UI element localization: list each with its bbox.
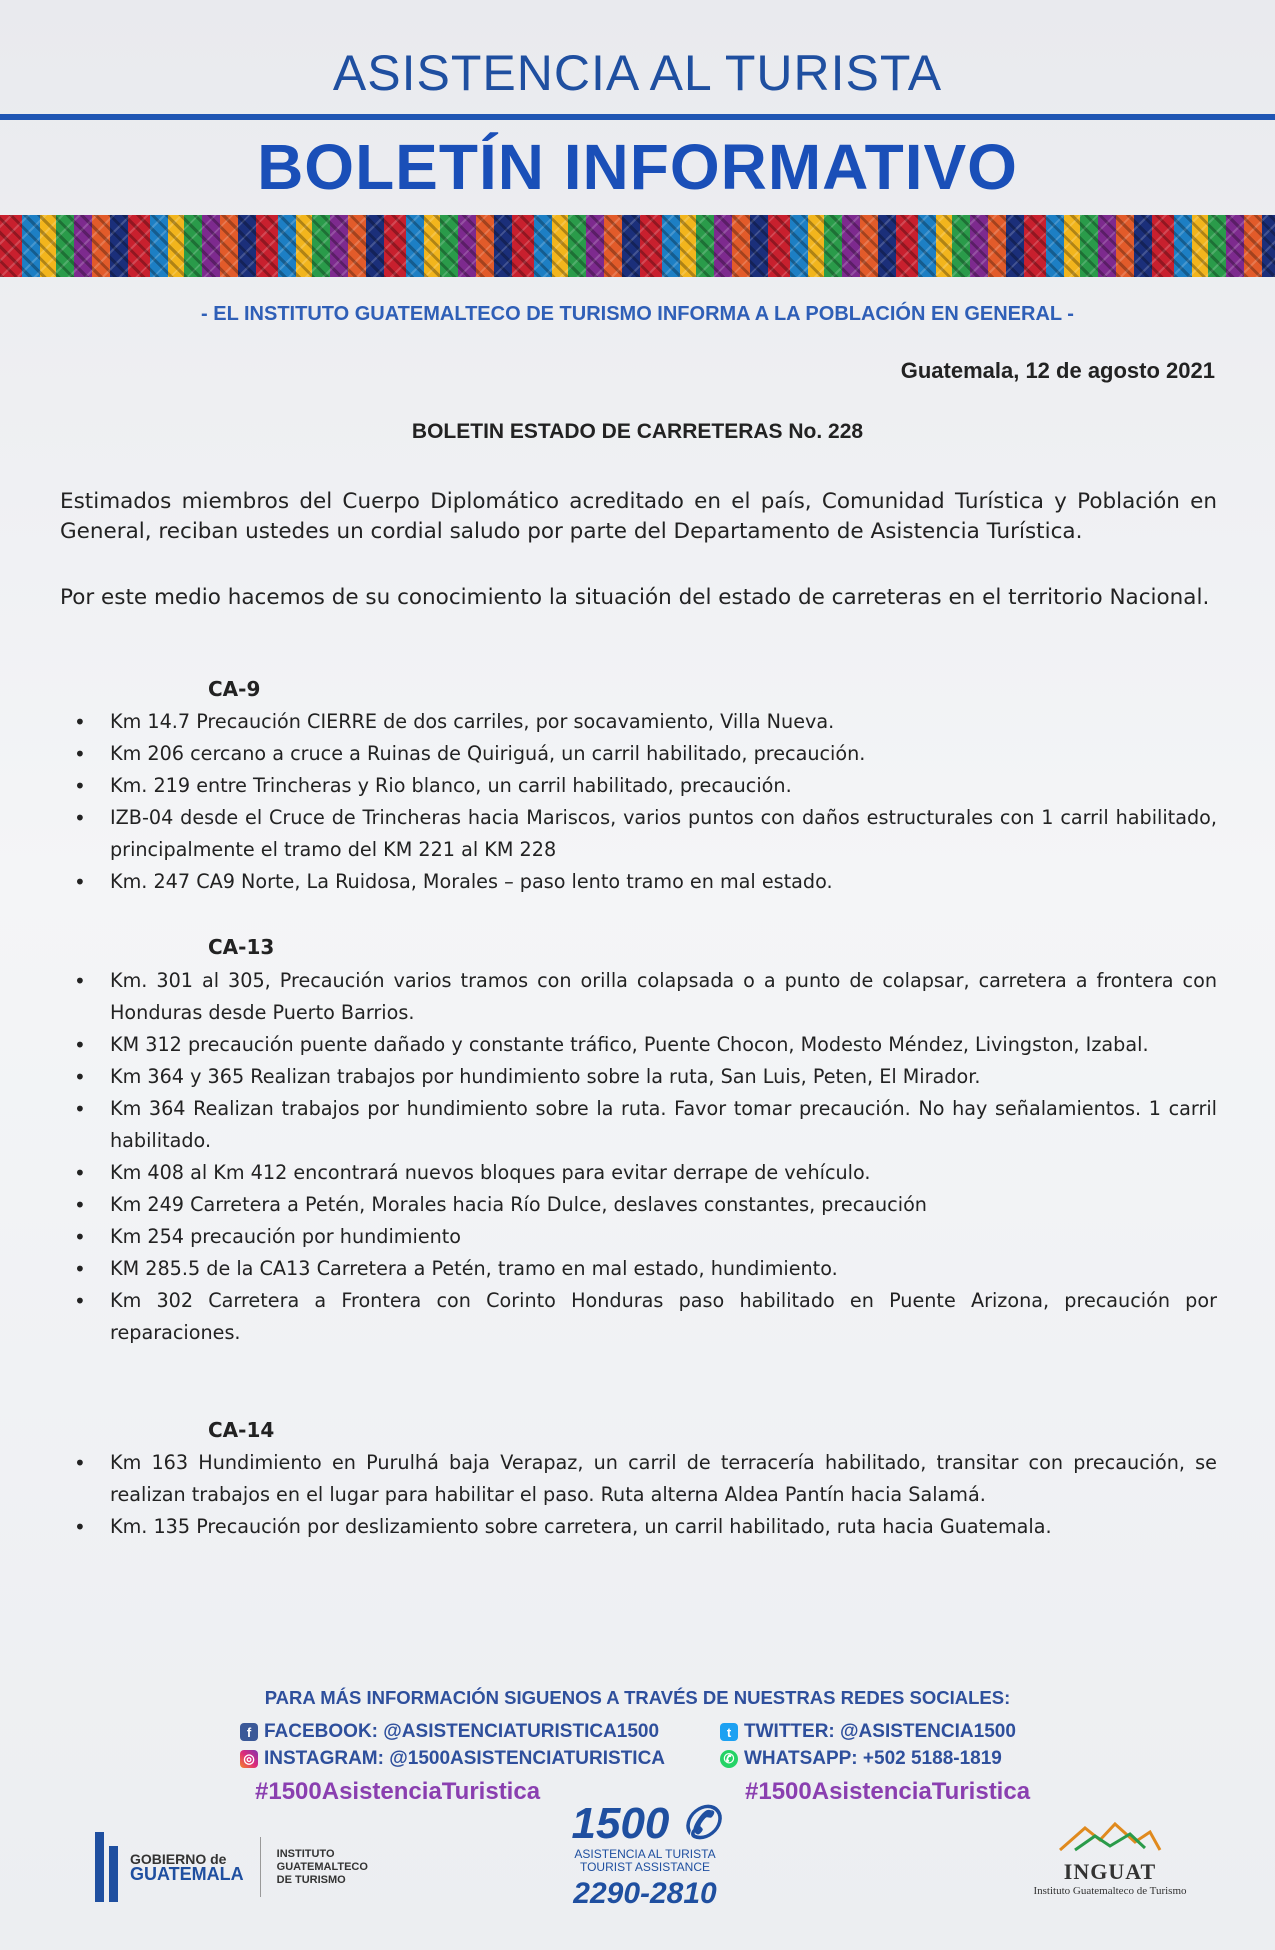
logo-number: 1500 ✆: [571, 1799, 719, 1848]
section-list-ca13: [60, 965, 1217, 1349]
intro-paragraph-1: Estimados miembros del Cuerpo Diplomático acreditado en el país, Comunidad Turística y Población en General, reciban ustedes un cordial saludo por parte del Departamento de Asistencia Turística.: [60, 489, 1217, 544]
facebook-label: FACEBOOK: @ASISTENCIATURISTICA1500: [264, 1721, 660, 1742]
gobierno-guatemala-logo: [95, 1832, 368, 1902]
list-item: • IZB-04 desde el Cruce de Trincheras hacia Mariscos, varios puntos con daños estructurales con 1 carril habilitado, principalmente el tramo del KM 221 al KM 228: [60, 802, 1217, 866]
list-item: • Km 254 precaución por hundimiento: [60, 1221, 1217, 1253]
list-item: • Km 408 al Km 412 encontrará nuevos bloques para evitar derrape de vehículo.: [60, 1157, 1217, 1189]
list-item: • KM 285.5 de la CA13 Carretera a Petén, tramo en mal estado, hundimiento.: [60, 1253, 1217, 1285]
section-title-ca9: CA-9: [208, 677, 261, 701]
logo-sub1: ASISTENCIA AL TURISTA: [574, 1847, 716, 1861]
gobierno-bars-icon: [95, 1832, 118, 1902]
twitter-handle[interactable]: [720, 1721, 1016, 1743]
phone-icon: ✆: [669, 1799, 719, 1848]
textile-pattern-banner: [0, 215, 1275, 277]
logo-phone: 2290-2810: [573, 1877, 717, 1910]
list-item: • Km 302 Carretera a Frontera con Corinto Honduras paso habilitado en Puente Arizona, precaución por reparaciones.: [60, 1285, 1217, 1349]
logo-separator: [260, 1837, 261, 1897]
inguat-mountain-icon: [1055, 1820, 1165, 1854]
asistencia-1500-logo: [560, 1800, 730, 1914]
header-title-asistencia: ASISTENCIA AL TURISTA: [332, 45, 943, 101]
list-item: • Km. 219 entre Trincheras y Rio blanco, un carril habilitado, precaución.: [60, 770, 1217, 802]
inst-line1: INSTITUTO: [276, 1847, 335, 1860]
list-item: • Km 249 Carretera a Petén, Morales hacia Río Dulce, deslaves constantes, precaución: [60, 1189, 1217, 1221]
facebook-icon: f: [240, 1723, 258, 1741]
list-item: • Km 364 y 365 Realizan trabajos por hundimiento sobre la ruta, San Luis, Peten, El Mirador.: [60, 1061, 1217, 1093]
intro-paragraph-2: Por este medio hacemos de su conocimiento la situación del estado de carreteras en el territorio Nacional.: [60, 585, 1210, 610]
list-item: • Km. 247 CA9 Norte, La Ruidosa, Morales – paso lento tramo en mal estado.: [60, 866, 1217, 898]
section-title-ca14: CA-14: [208, 1418, 275, 1442]
twitter-label: TWITTER: @ASISTENCIA1500: [744, 1721, 1016, 1742]
gob-line2: GUATEMALA: [130, 1864, 244, 1884]
institute-subheading: - EL INSTITUTO GUATEMALTECO DE TURISMO INFORMA A LA POBLACIÓN EN GENERAL -: [201, 303, 1074, 325]
inst-line3: DE TURISMO: [276, 1873, 346, 1886]
social-heading: PARA MÁS INFORMACIÓN SIGUENOS A TRAVÉS DE NUESTRAS REDES SOCIALES:: [264, 1687, 1011, 1708]
list-item: • Km. 301 al 305, Precaución varios tramos con orilla colapsada o a punto de colapsar, carretera a frontera con Honduras desde Puerto Barrios.: [60, 965, 1217, 1029]
whatsapp-icon: ✆: [720, 1750, 738, 1768]
gob-line1: GOBIERNO de: [130, 1851, 227, 1867]
instagram-icon: ◎: [240, 1750, 258, 1768]
inguat-tagline: Instituto Guatemalteco de Turismo: [1033, 1885, 1187, 1897]
list-item: • Km 163 Hundimiento en Purulhá baja Verapaz, un carril de terracería habilitado, transitar con precaución, se realizan trabajos en el lugar para habilitar el paso. Ruta alterna Aldea Pantín hacia Salamá.: [60, 1447, 1217, 1511]
section-list-ca14: [60, 1447, 1217, 1543]
list-item: • Km. 135 Precaución por deslizamiento sobre carretera, un carril habilitado, ruta hacia Guatemala.: [60, 1511, 1217, 1543]
list-item: • Km 364 Realizan trabajos por hundimiento sobre la ruta. Favor tomar precaución. No hay señalamientos. 1 carril habilitado.: [60, 1093, 1217, 1157]
logo-sub2: TOURIST ASSISTANCE: [579, 1860, 711, 1874]
twitter-icon: t: [720, 1723, 738, 1741]
list-item: • KM 312 precaución puente dañado y constante tráfico, Puente Chocon, Modesto Méndez, Livingston, Izabal.: [60, 1029, 1217, 1061]
instagram-handle[interactable]: [240, 1748, 665, 1770]
inguat-logo: [1030, 1820, 1190, 1897]
bulletin-title: BOLETIN ESTADO DE CARRETERAS No. 228: [411, 420, 864, 443]
header-divider: [0, 114, 1275, 120]
inst-line2: GUATEMALTECO: [276, 1860, 368, 1873]
list-item: • Km 206 cercano a cruce a Ruinas de Quiriguá, un carril habilitado, precaución.: [60, 738, 1217, 770]
section-list-ca9: [60, 706, 1217, 898]
date-line: Guatemala, 12 de agosto 2021: [900, 358, 1215, 383]
whatsapp-label: WHATSAPP: +502 5188-1819: [744, 1748, 1002, 1769]
inguat-name: INGUAT: [1063, 1859, 1157, 1884]
facebook-handle[interactable]: [240, 1721, 659, 1743]
section-title-ca13: CA-13: [208, 935, 275, 959]
whatsapp-handle[interactable]: [720, 1748, 1002, 1770]
hashtag-left: #1500AsistenciaTuristica: [255, 1778, 541, 1805]
list-item: • Km 14.7 Precaución CIERRE de dos carriles, por socavamiento, Villa Nueva.: [60, 706, 1217, 738]
hashtag-right: #1500AsistenciaTuristica: [745, 1778, 1031, 1805]
header-title-boletin: BOLETÍN INFORMATIVO: [257, 131, 1018, 203]
instagram-label: INSTAGRAM: @1500ASISTENCIATURISTICA: [264, 1748, 666, 1769]
